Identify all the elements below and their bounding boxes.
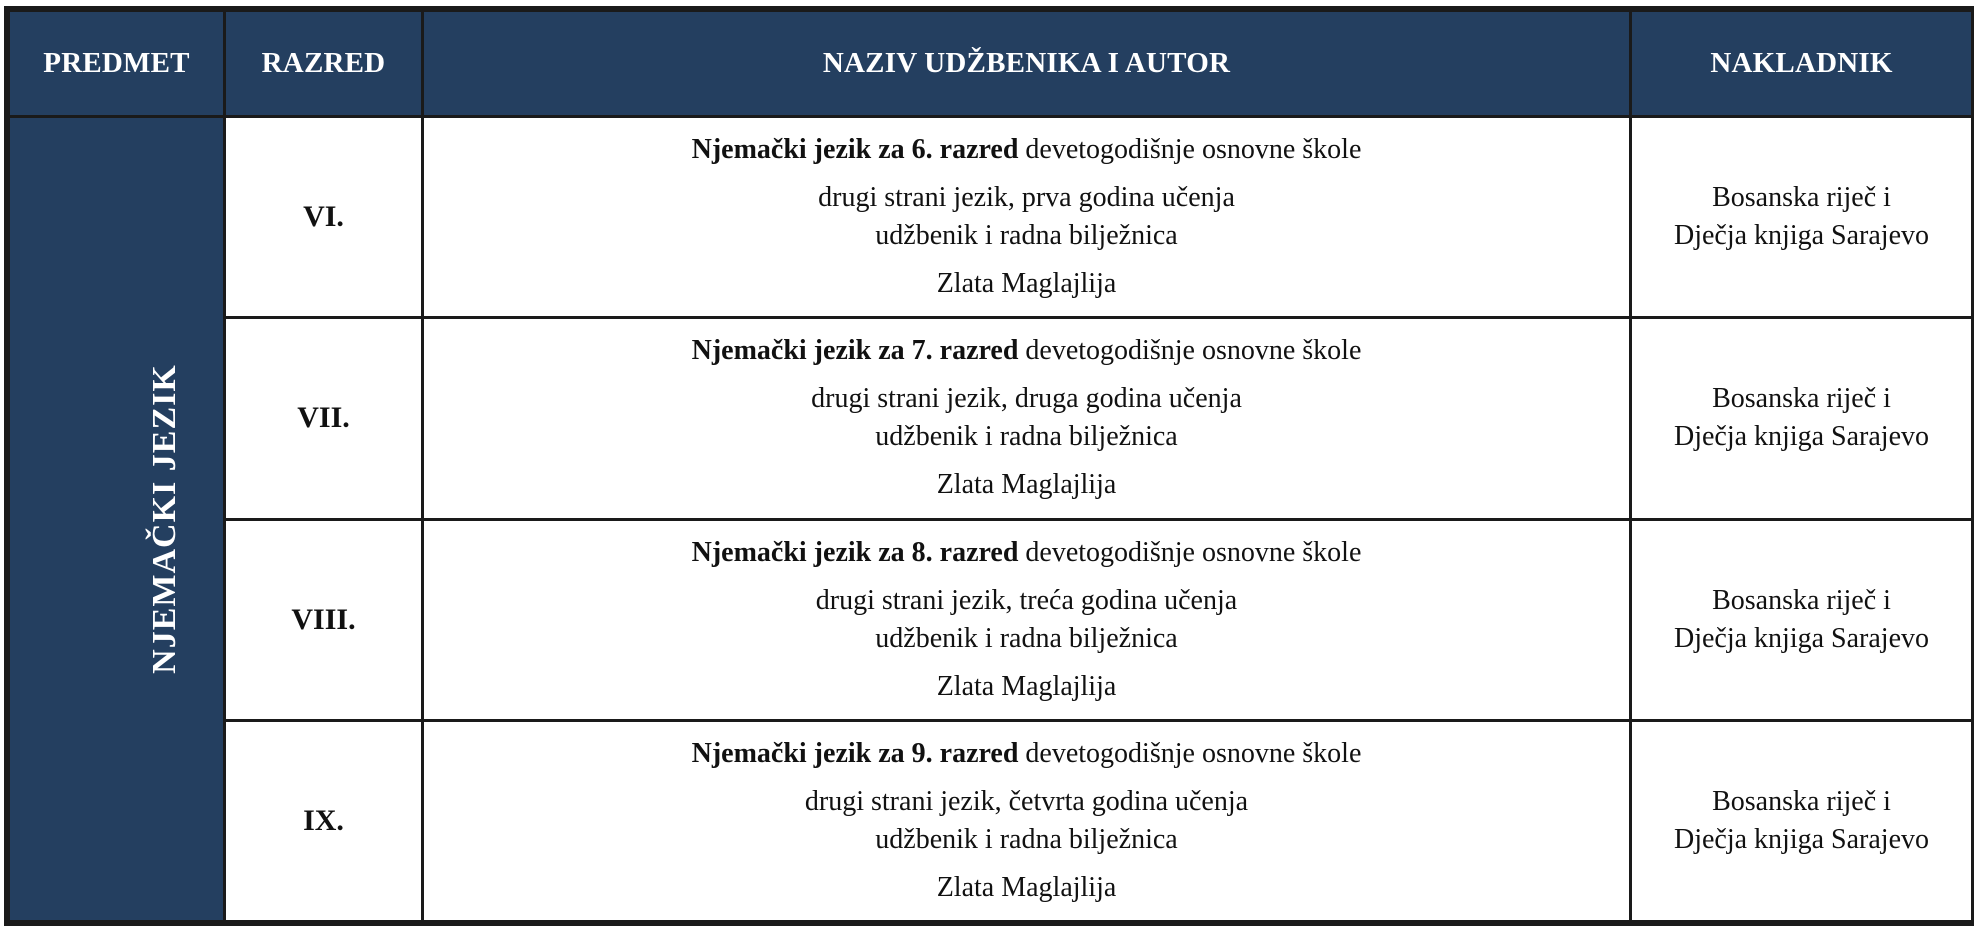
table-row: [9, 519, 1973, 720]
title-line: [424, 332, 1629, 370]
author-line: Zlata Maglajlija: [936, 670, 1117, 702]
publisher-line2: Dječja knjiga Sarajevo: [1673, 823, 1929, 855]
title-cell: [423, 519, 1631, 720]
title-rest: devetogodišnje osnovne škole: [1018, 134, 1362, 166]
title-rest: devetogodišnje osnovne škole: [1018, 335, 1362, 367]
header-title: NAZIV UDŽBENIKA I AUTOR: [423, 11, 1631, 117]
title-cell: [423, 720, 1631, 921]
title-line: [424, 735, 1629, 773]
publisher-line1: Bosanska riječ i: [1712, 383, 1891, 415]
grade-cell: VII.: [225, 318, 423, 519]
publisher-cell: [1631, 318, 1973, 519]
table-header-row: [9, 11, 1973, 117]
title-rest: devetogodišnje osnovne škole: [1018, 536, 1362, 568]
type-line: udžbenik i radna bilježnica: [875, 421, 1178, 453]
publisher-cell: [1631, 117, 1973, 318]
header-publisher: NAKLADNIK: [1631, 11, 1973, 117]
header-subject: PREDMET: [9, 11, 225, 117]
textbook-table: [7, 9, 1974, 923]
publisher-cell: [1631, 720, 1973, 921]
type-line: udžbenik i radna bilježnica: [875, 220, 1178, 252]
title-bold: Njemački jezik za 6. razred: [691, 134, 1019, 166]
publisher-line2: Dječja knjiga Sarajevo: [1673, 421, 1929, 453]
title-bold: Njemački jezik za 7. razred: [691, 335, 1019, 367]
type-line: udžbenik i radna bilježnica: [875, 823, 1178, 855]
textbook-table-frame: [4, 6, 1974, 926]
grade-cell: VIII.: [225, 519, 423, 720]
publisher-line1: Bosanska riječ i: [1712, 785, 1891, 817]
title-line: [424, 131, 1629, 169]
publisher-cell: [1631, 519, 1973, 720]
author-line: Zlata Maglajlija: [936, 268, 1117, 300]
grade-cell: VI.: [225, 117, 423, 318]
title-cell: [423, 117, 1631, 318]
language-line: drugi strani jezik, prva godina učenja: [818, 182, 1235, 214]
publisher-line1: Bosanska riječ i: [1712, 182, 1891, 214]
table-row: [9, 720, 1973, 921]
subject-cell: [9, 117, 225, 922]
subject-label: NJEMAČKI JEZIK: [145, 364, 183, 674]
table-row: [9, 117, 1973, 318]
publisher-line2: Dječja knjiga Sarajevo: [1673, 622, 1929, 654]
language-line: drugi strani jezik, četvrta godina učenja: [804, 785, 1249, 817]
header-grade: RAZRED: [225, 11, 423, 117]
language-line: drugi strani jezik, druga godina učenja: [811, 383, 1242, 415]
type-line: udžbenik i radna bilježnica: [875, 622, 1178, 654]
title-bold: Njemački jezik za 9. razred: [691, 737, 1019, 769]
publisher-line2: Dječja knjiga Sarajevo: [1673, 220, 1929, 252]
language-line: drugi strani jezik, treća godina učenja: [815, 584, 1238, 616]
title-cell: [423, 318, 1631, 519]
author-line: Zlata Maglajlija: [936, 871, 1117, 903]
author-line: Zlata Maglajlija: [936, 469, 1117, 501]
publisher-line1: Bosanska riječ i: [1712, 584, 1891, 616]
title-line: [424, 534, 1629, 572]
title-rest: devetogodišnje osnovne škole: [1018, 737, 1362, 769]
title-bold: Njemački jezik za 8. razred: [691, 536, 1019, 568]
grade-cell: IX.: [225, 720, 423, 921]
table-row: [9, 318, 1973, 519]
